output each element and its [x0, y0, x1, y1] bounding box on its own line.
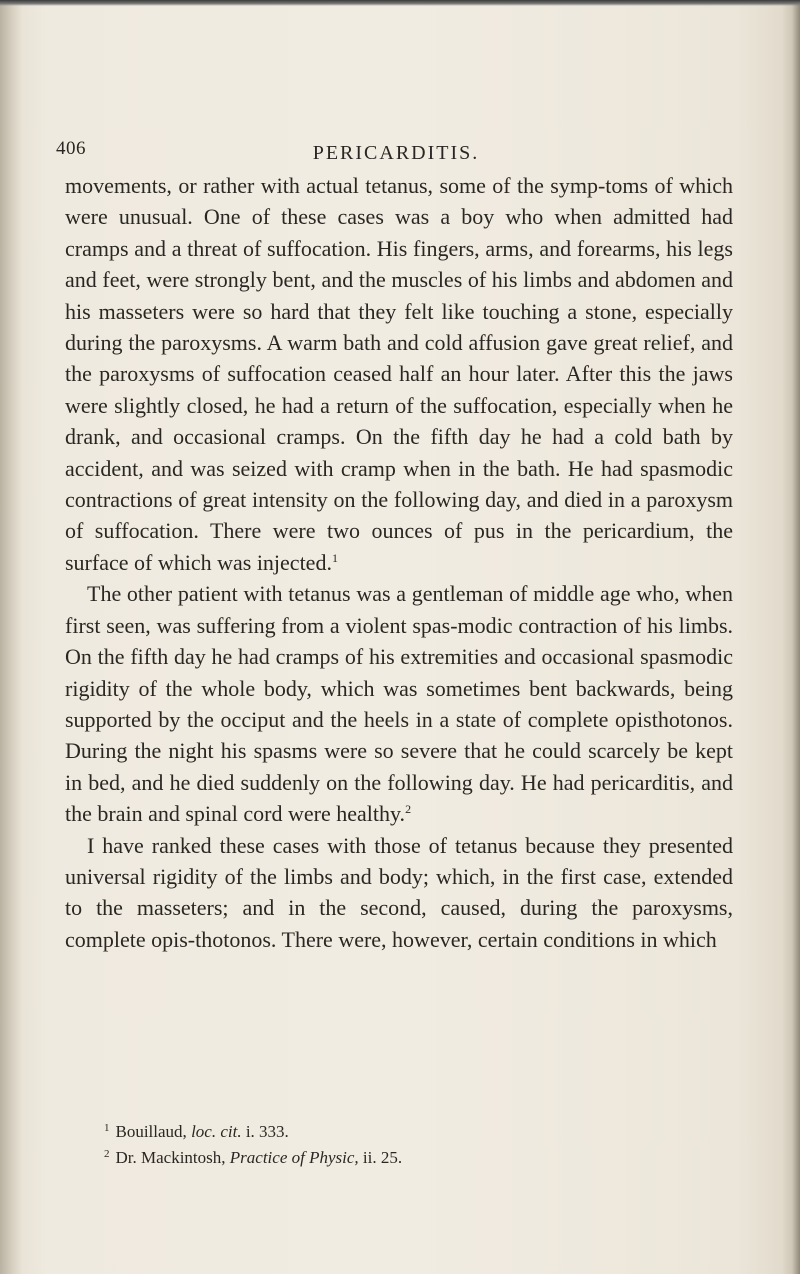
page-right-edge-shadow	[782, 0, 800, 1274]
paragraph-1-text: movements, or rather with actual tetanus, some of the symp-toms of which were unusual. One of these cases was a boy who when admitted had cramps and a threat of suffocation. His fingers, arms, and forearms, his legs and feet, were strongly bent, and the muscles of his limbs and abdomen and his masseters were so hard that they felt like touching a stone, especially during the paroxysms. A warm bath and cold affusion gave great relief, and the paroxysms of suffocation ceased half an hour later. After this the jaws were slightly closed, he had a return of the suffocation, especially when he drank, and occasional cramps. On the fifth day he had a cold bath by accident, and was seized with cramp when in the bath. He had spasmodic contractions of great intensity on the following day, and died in a paroxysm of suffocation. There were two ounces of pus in the pericardium, the surface of which was injected.	[65, 173, 733, 575]
footnote-1-italic: loc. cit.	[191, 1122, 242, 1141]
page-left-edge-shadow	[0, 0, 22, 1274]
footnote-ref-2: 2	[405, 802, 412, 817]
footnote-2-mark: 2	[104, 1148, 110, 1160]
footnote-2	[104, 1143, 724, 1169]
footnote-2-rest: ii. 25.	[362, 1148, 403, 1167]
footnote-1	[104, 1117, 724, 1143]
paragraph-3	[65, 830, 733, 956]
page-top-edge	[0, 0, 800, 6]
paragraph-2	[65, 578, 733, 829]
footnote-1-author: Bouillaud,	[115, 1122, 187, 1141]
page-header	[56, 138, 736, 174]
page-number: 406	[56, 138, 86, 159]
footnote-1-mark: 1	[104, 1122, 110, 1134]
footnote-ref-1: 1	[331, 550, 338, 565]
paragraph-1	[65, 170, 733, 578]
running-head: PERICARDITIS.	[312, 142, 480, 164]
footnote-1-rest: i. 333.	[245, 1122, 289, 1141]
footnotes	[104, 1117, 724, 1169]
paragraph-2-text: The other patient with tetanus was a gentleman of middle age who, when first seen, was suffering from a violent spas-modic contraction of his limbs. On the fifth day he had cramps of his extremities and occasional spasmodic rigidity of the whole body, which was sometimes bent backwards, being supported by the occiput and the heels in a state of complete opisthotonos. During the night his spasms were so severe that he could scarcely be kept in bed, and he died suddenly on the following day. He had pericarditis, and the brain and spinal cord were healthy.	[65, 581, 733, 827]
paragraph-3-text: I have ranked these cases with those of tetanus because they presented universal rigidity of the limbs and body; which, in the first case, extended to the masseters; and in the second, caused, during the paroxysms, complete opis-thotonos. There were, however, certain conditions in which	[65, 832, 733, 952]
footnote-2-author: Dr. Mackintosh,	[115, 1148, 226, 1167]
body-text	[65, 170, 733, 955]
footnote-2-italic: Practice of Physic,	[229, 1148, 359, 1167]
